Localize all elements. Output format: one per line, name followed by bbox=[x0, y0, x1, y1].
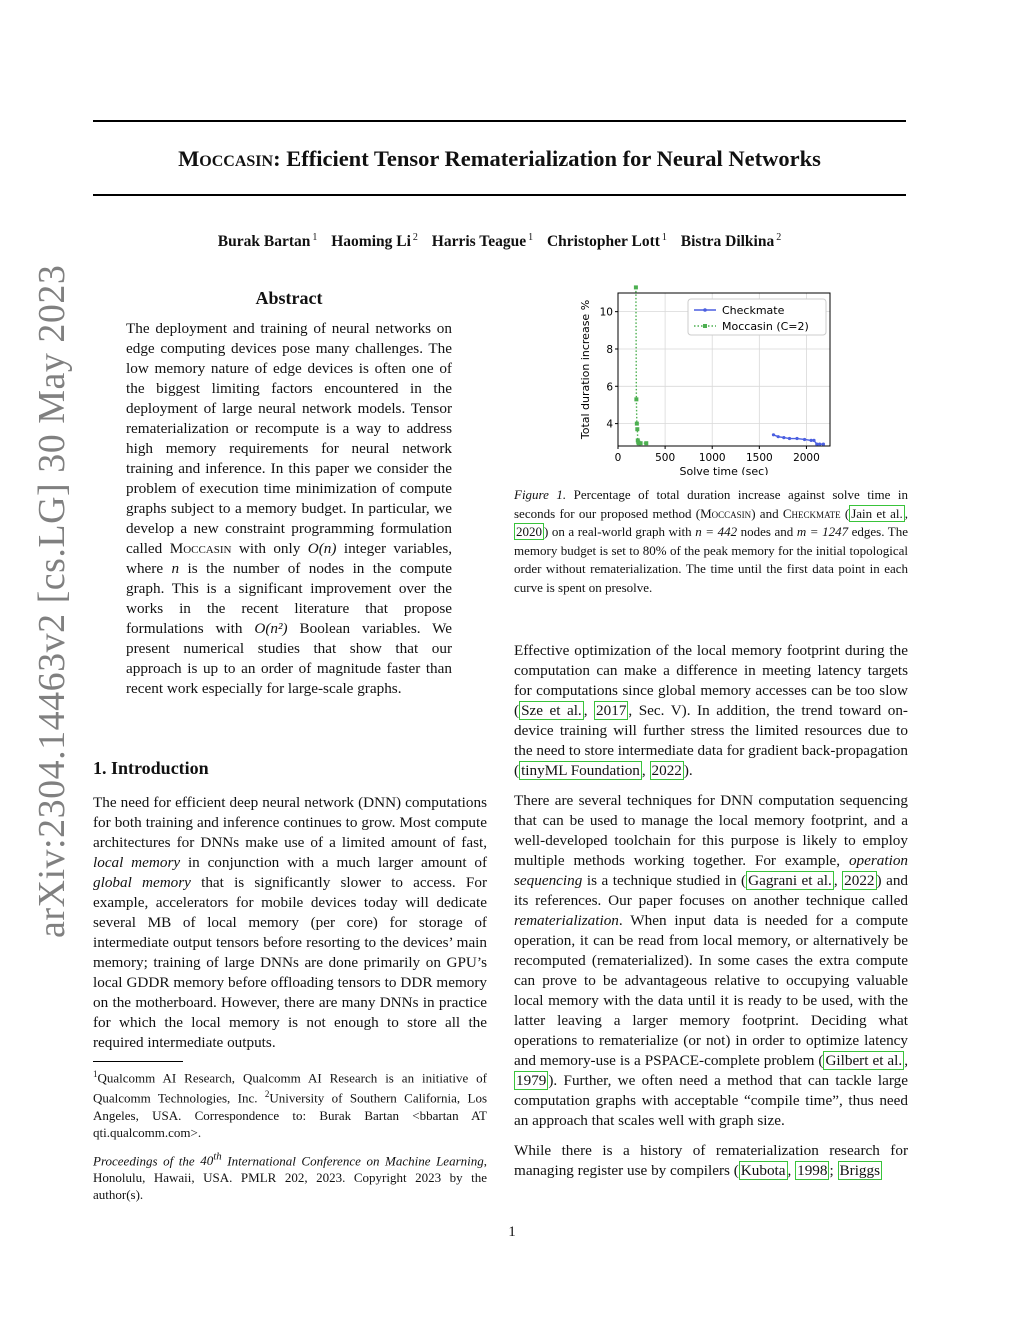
author-list bbox=[93, 232, 906, 251]
data-point bbox=[818, 443, 821, 446]
data-point bbox=[635, 427, 639, 431]
abstract-body: The deployment and training of neural networks on edge computing devices pose many challenges. The low memory nature of edge devices is often one of the biggest limiting factors encountered in the deployment of large neural network models. Tensor rematerialization or recompute is a way to address high memory requirements for neural network training and inference. In this paper we consider the problem of execution time minimization of compute graphs subject to a memory budget. In particular, we develop a new constraint programming formulation called Moccasin with only O(n) integer variables, where n is the number of nodes in the compute graph. This is a significant improvement over the works in the recent literature that propose formulations with O(n²) Boolean variables. We present numerical studies that show that our approach is up to an order of magnitude faster than recent work especially for large-scale graphs. bbox=[126, 320, 453, 697]
abstract-heading: Abstract bbox=[255, 288, 323, 308]
data-point bbox=[788, 437, 791, 440]
var-n: n bbox=[171, 560, 180, 577]
citation-link[interactable]: tinyML Foundation bbox=[521, 762, 640, 779]
citation-link[interactable]: 2022 bbox=[844, 872, 875, 889]
right-column-text bbox=[514, 641, 908, 1191]
data-point bbox=[812, 439, 815, 442]
legend-label: Checkmate bbox=[722, 304, 785, 317]
author: Burak Bartan $^1$ bbox=[217, 232, 318, 251]
series-line-1 bbox=[636, 287, 646, 443]
data-point bbox=[803, 438, 806, 441]
citation-link[interactable]: 2017 bbox=[596, 702, 627, 719]
title-method-name: Moccasin bbox=[178, 146, 274, 171]
citation-link[interactable]: Briggs bbox=[839, 1162, 881, 1179]
data-point bbox=[634, 285, 638, 289]
author: Bistra Dilkina $^2$ bbox=[680, 232, 782, 251]
x-tick-label: 500 bbox=[655, 452, 676, 464]
x-tick-label: 1500 bbox=[745, 452, 773, 464]
data-point bbox=[639, 441, 643, 445]
page-number: 1 bbox=[508, 1224, 516, 1240]
proceedings-note: Proceedings of the 40th International Conference on Machine Learning, Honolulu, Hawaii, USA. PMLR 202, 2023. Copyright 2023 by the author(s). bbox=[93, 1151, 488, 1203]
section-heading-introduction: 1. Introduction bbox=[93, 758, 209, 778]
y-axis-label: Total duration increase % bbox=[579, 299, 592, 440]
citation-link[interactable]: Gilbert et al. bbox=[825, 1052, 903, 1069]
arxiv-stamp: arXiv:2304.14463v2 [cs.LG] 30 May 2023 bbox=[31, 264, 73, 938]
intro-paragraph: The need for efficient deep neural network (DNN) computations for both training and inference continues to grow. Most compute architectures for DNNs make use of a limited amount of fast, local memory in conjunction with a much larger amount of global memory that is significantly slower to access. For example, accelerators for mobile devices today will dedicate several MB of local memory (per core) for storage of intermediate output tensors before resorting to the devices’ main memory; training of large DNNs are done primarily on GPU’s local GDDR memory before offloading tensors to DDR memory on the motherboard. However, there are many DNNs in practice for which the local memory is not enough to store all the required intermediate outputs. bbox=[93, 794, 488, 1051]
affiliation-footnote: $^1$Qualcomm AI Research, Qualcomm AI Research is an initiative of Qualcomm Technologies, Inc. $^2$University of Southern California, Los Angeles, USA. Correspondence to: Burak Bartan <bbartan AT qti.qualcomm.com>. bbox=[93, 1069, 487, 1140]
paragraph: There are several techniques for DNN computation sequencing that can be used to manage the local memory footprint, and a well-developed toolchain for this purpose is likely to employ multiple methods working together. For example, operation sequencing is a technique studied in ( Gagrani et al. , 2022 ) and its references. Our paper focuses on another technique called rematerialization. When input data is needed for a compute operation, it can be read from local memory, or alternatively be recomputed (rematerialized). In some cases the extra compute can prove to be advantageous relative to occupying valuable local memory with the data until it is ready to be used, with the latter leaving a larger memory footprint. Deciding what operations to rematerialize (or not) in order to optimize latency and memory-use is a PSPACE-complete problem ( Gilbert et al. , 1979 ). Further, we often need a method that can tackle large computation graphs with acceptable “compile time”, thus need an approach that scales well with graph size. bbox=[514, 792, 909, 1129]
author: Harris Teague $^1$ bbox=[431, 232, 534, 251]
data-point bbox=[782, 436, 785, 439]
series-line-0 bbox=[773, 435, 823, 444]
citation-link[interactable]: Gagrani et al. bbox=[748, 872, 832, 889]
x-tick-label: 2000 bbox=[793, 452, 820, 464]
citation-link[interactable]: Sze et al. bbox=[521, 702, 582, 719]
chart-svg bbox=[578, 285, 838, 475]
data-point bbox=[822, 443, 825, 446]
legend-label: Moccasin (C=2) bbox=[722, 320, 809, 333]
y-tick-label: 6 bbox=[606, 381, 613, 394]
complexity-on: O(n) bbox=[307, 540, 337, 557]
y-tick-label: 4 bbox=[606, 418, 613, 431]
data-point bbox=[777, 435, 780, 438]
footnote-rule bbox=[93, 1061, 183, 1062]
paragraph: While there is a history of rematerialization research for managing register use by compilers ( Kubota , 1998 ; Briggs bbox=[514, 1142, 908, 1179]
x-tick-label: 0 bbox=[614, 452, 622, 464]
method-name: Moccasin bbox=[169, 540, 232, 557]
top-rule bbox=[93, 120, 906, 122]
title-bottom-rule bbox=[93, 194, 906, 196]
chart-legend bbox=[688, 299, 826, 335]
x-tick-label: 1000 bbox=[698, 452, 726, 464]
data-point bbox=[815, 443, 818, 446]
author: Christopher Lott $^1$ bbox=[546, 232, 667, 251]
citation-link[interactable]: 1979 bbox=[516, 1072, 547, 1089]
data-point bbox=[635, 422, 639, 426]
data-point bbox=[772, 433, 775, 436]
legend-marker bbox=[703, 324, 707, 328]
data-point bbox=[810, 439, 813, 442]
paragraph: Effective optimization of the local memory footprint during the computation can make a difference in meeting latency targets for computations since global memory accesses can be too slow ( Sze et al. , 2017 , Sec. V). In addition, the trend toward on-device training will further stress the limited resources due to the need to store intermediate data for gradient back-propagation ( tinyML Foundation , 2022 ). bbox=[514, 642, 908, 779]
figure-caption: Figure 1. Percentage of total duration increase against solve time in seconds for our proposed method (Moccasin) and Checkmate ( Jain et al. , 2020 ) on a real-world graph with n = 442 nodes and m = 1247 edges. The memory budget is set to 80% of the peak memory for the initial topological order without rematerialization. The time until the first data point in each curve is spent on presolve. bbox=[514, 487, 909, 595]
legend-marker bbox=[703, 308, 707, 312]
citation-link[interactable]: 2022 bbox=[651, 762, 682, 779]
citation-link[interactable]: 2020 bbox=[516, 524, 542, 539]
y-tick-label: 8 bbox=[606, 343, 613, 356]
citation-link[interactable]: Jain et al. bbox=[851, 505, 903, 521]
data-point bbox=[644, 441, 648, 445]
title-rest: : Efficient Tensor Rematerialization for Neural Networks bbox=[273, 146, 821, 171]
paper-title bbox=[93, 146, 906, 172]
data-point bbox=[795, 437, 798, 440]
author: Haoming Li $^2$ bbox=[331, 232, 418, 251]
y-tick-label: 10 bbox=[599, 306, 613, 319]
figure-1-chart bbox=[578, 285, 838, 475]
complexity-on2: O(n²) bbox=[254, 620, 288, 637]
x-axis-label: Solve time (sec) bbox=[679, 465, 769, 475]
data-point bbox=[634, 397, 638, 401]
citation-link[interactable]: 1998 bbox=[797, 1162, 828, 1179]
citation-link[interactable]: Kubota bbox=[740, 1162, 786, 1179]
